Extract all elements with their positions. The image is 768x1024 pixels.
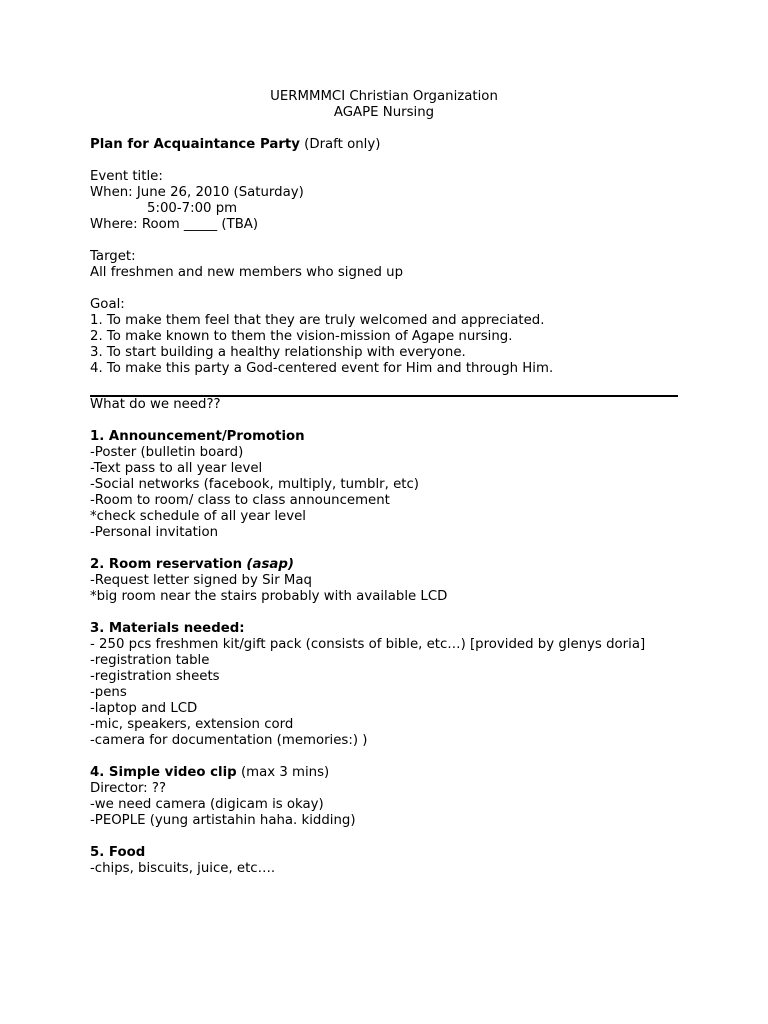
announcement-item: -Personal invitation bbox=[90, 525, 219, 540]
video-item: -we need camera (digicam is okay) bbox=[90, 797, 324, 812]
plan-heading bbox=[90, 137, 690, 153]
target-label: Target: bbox=[90, 249, 136, 264]
video-item: Director: ?? bbox=[90, 781, 167, 796]
room-heading bbox=[90, 557, 690, 573]
video-item: -PEOPLE (yung artistahin haha. kidding) bbox=[90, 813, 356, 828]
room-title: 2. Room reservation bbox=[90, 557, 243, 572]
announcement-item: -Room to room/ class to class announcement bbox=[90, 493, 390, 508]
announcement-heading: 1. Announcement/Promotion bbox=[90, 429, 305, 444]
event-when: When: June 26, 2010 (Saturday) bbox=[90, 185, 304, 200]
food-item: -chips, biscuits, juice, etc…. bbox=[90, 861, 276, 876]
event-time: 5:00-7:00 pm bbox=[147, 201, 238, 216]
materials-item: -pens bbox=[90, 685, 127, 700]
goal-item: 4. To make this party a God-centered event for Him and through Him. bbox=[90, 361, 554, 376]
video-note: (max 3 mins) bbox=[240, 765, 330, 780]
target-text: All freshmen and new members who signed up bbox=[90, 265, 404, 280]
room-title-emph: (asap) bbox=[246, 557, 294, 572]
dept-name: AGAPE Nursing bbox=[333, 105, 435, 120]
materials-item: -laptop and LCD bbox=[90, 701, 198, 716]
goal-item: 1. To make them feel that they are truly welcomed and appreciated. bbox=[90, 313, 545, 328]
goal-item: 3. To start building a healthy relationship with everyone. bbox=[90, 345, 466, 360]
materials-item: -registration sheets bbox=[90, 669, 220, 684]
materials-item: -camera for documentation (memories:) ) bbox=[90, 733, 368, 748]
goal-label: Goal: bbox=[90, 297, 125, 312]
plan-note: (Draft only) bbox=[304, 137, 381, 152]
goal-item: 2. To make known to them the vision-mission of Agape nursing. bbox=[90, 329, 513, 344]
announcement-item: -Poster (bulletin board) bbox=[90, 445, 244, 460]
document-body bbox=[90, 89, 690, 877]
materials-item: - 250 pcs freshmen kit/gift pack (consists of bible, etc…) [provided by glenys doria] bbox=[90, 637, 646, 652]
needs-heading: What do we need?? bbox=[90, 397, 221, 412]
event-title-label: Event title: bbox=[90, 169, 163, 184]
materials-heading: 3. Materials needed: bbox=[90, 621, 245, 636]
video-heading bbox=[90, 765, 690, 781]
food-heading: 5. Food bbox=[90, 845, 146, 860]
event-where: Where: Room _____ (TBA) bbox=[90, 217, 259, 232]
announcement-item: -Social networks (facebook, multiply, tumblr, etc) bbox=[90, 477, 419, 492]
room-item: -Request letter signed by Sir Maq bbox=[90, 573, 312, 588]
announcement-item: -Text pass to all year level bbox=[90, 461, 263, 476]
org-name: UERMMMCI Christian Organization bbox=[270, 89, 498, 104]
video-title: 4. Simple video clip bbox=[90, 765, 237, 780]
plan-title: Plan for Acquaintance Party bbox=[90, 137, 300, 152]
room-item: *big room near the stairs probably with available LCD bbox=[90, 589, 448, 604]
materials-item: -registration table bbox=[90, 653, 210, 668]
materials-item: -mic, speakers, extension cord bbox=[90, 717, 294, 732]
announcement-item: *check schedule of all year level bbox=[90, 509, 306, 524]
